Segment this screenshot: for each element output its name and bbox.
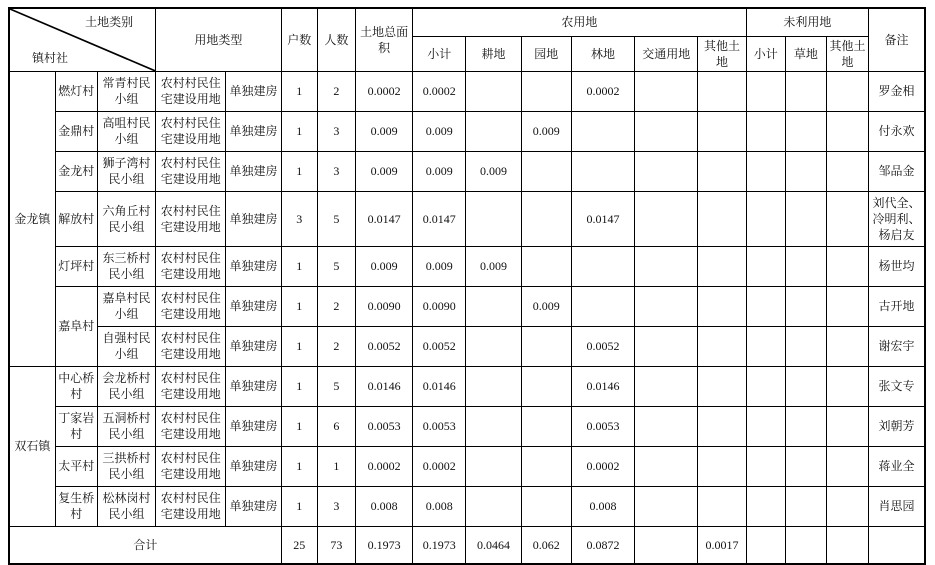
use-type-cell: 农村村民住宅建设用地 [156,191,226,246]
unused-other-total-cell [826,526,868,564]
grassland-total-cell [785,526,826,564]
group-cell: 三拱桥村民小组 [97,446,155,486]
garden-cell [521,246,571,286]
table-row [9,406,925,446]
grassland-cell [785,486,826,526]
forest-cell [571,151,634,191]
total-area-cell: 0.0147 [355,191,412,246]
header-land-category: 土地类别 [85,15,134,29]
plowland-cell [466,191,521,246]
households-cell: 1 [281,406,317,446]
unused-other-cell [826,406,868,446]
header-agri-other: 其他土地 [698,36,746,71]
use-type-cell: 农村村民住宅建设用地 [156,486,226,526]
traffic-cell [635,366,698,406]
garden-cell [521,486,571,526]
total-area-cell: 0.0090 [355,286,412,326]
agri-subtotal-cell: 0.0147 [413,191,466,246]
table-row [9,286,925,326]
households-cell: 1 [281,71,317,111]
population-cell: 2 [317,71,355,111]
garden-cell [521,406,571,446]
group-cell: 会龙桥村民小组 [97,366,155,406]
unused-other-cell [826,286,868,326]
total-area-cell: 0.009 [355,246,412,286]
remark-cell: 刘代全、冷明利、杨启友 [869,191,925,246]
forest-total-cell: 0.0872 [571,526,634,564]
total-area-total-cell: 0.1973 [355,526,412,564]
group-cell: 松林岗村民小组 [97,486,155,526]
forest-cell: 0.008 [571,486,634,526]
agri-other-cell [698,286,746,326]
grassland-cell [785,191,826,246]
agri-other-cell [698,111,746,151]
grassland-cell [785,151,826,191]
agri-other-cell [698,151,746,191]
grassland-cell [785,246,826,286]
group-cell: 常青村民小组 [97,71,155,111]
agri-subtotal-cell: 0.009 [413,151,466,191]
unused-subtotal-cell [746,326,785,366]
unused-other-cell [826,366,868,406]
remark-cell: 刘朝芳 [869,406,925,446]
group-cell: 五洞桥村民小组 [97,406,155,446]
households-cell: 3 [281,191,317,246]
agri-subtotal-cell: 0.0146 [413,366,466,406]
header-unused-subtotal: 小计 [746,36,785,71]
total-area-cell: 0.0002 [355,71,412,111]
forest-cell: 0.0147 [571,191,634,246]
population-cell: 3 [317,151,355,191]
unused-other-cell [826,246,868,286]
agri-subtotal-cell: 0.0002 [413,71,466,111]
header-total-area: 土地总面积 [355,8,412,71]
remark-cell: 杨世均 [869,246,925,286]
population-cell: 5 [317,246,355,286]
header-agri-group: 农用地 [413,8,746,36]
households-cell: 1 [281,446,317,486]
unused-subtotal-cell [746,406,785,446]
grassland-cell [785,326,826,366]
agri-subtotal-cell: 0.0090 [413,286,466,326]
plowland-cell [466,406,521,446]
build-type-cell: 单独建房 [226,151,281,191]
unused-other-cell [826,111,868,151]
agri-subtotal-cell: 0.009 [413,246,466,286]
garden-cell [521,151,571,191]
table-row [9,486,925,526]
unused-other-cell [826,151,868,191]
traffic-cell [635,191,698,246]
plowland-cell [466,366,521,406]
header-remark: 备注 [869,8,925,71]
households-cell: 1 [281,366,317,406]
use-type-cell: 农村村民住宅建设用地 [156,286,226,326]
agri-other-cell [698,71,746,111]
header-households: 户数 [281,8,317,71]
garden-cell [521,326,571,366]
households-cell: 1 [281,246,317,286]
agri-other-cell [698,191,746,246]
use-type-cell: 农村村民住宅建设用地 [156,326,226,366]
use-type-cell: 农村村民住宅建设用地 [156,71,226,111]
table-row [9,246,925,286]
forest-cell: 0.0053 [571,406,634,446]
table-row [9,366,925,406]
unused-subtotal-cell [746,151,785,191]
traffic-cell [635,71,698,111]
forest-cell: 0.0002 [571,446,634,486]
build-type-cell: 单独建房 [226,446,281,486]
agri-other-cell [698,446,746,486]
group-cell: 高咀村民小组 [97,111,155,151]
remark-cell: 张文专 [869,366,925,406]
village-cell: 丁家岩村 [55,406,97,446]
group-cell: 嘉阜村民小组 [97,286,155,326]
town-cell: 金龙镇 [9,71,55,366]
agri-subtotal-cell: 0.0052 [413,326,466,366]
build-type-cell: 单独建房 [226,286,281,326]
agri-subtotal-cell: 0.0053 [413,406,466,446]
header-agri-subtotal: 小计 [413,36,466,71]
plowland-total-cell: 0.0464 [466,526,521,564]
population-cell: 2 [317,326,355,366]
build-type-cell: 单独建房 [226,111,281,151]
build-type-cell: 单独建房 [226,191,281,246]
households-cell: 1 [281,111,317,151]
group-cell: 自强村民小组 [97,326,155,366]
garden-cell [521,191,571,246]
header-unused-other: 其他土地 [826,36,868,71]
table-row [9,326,925,366]
build-type-cell: 单独建房 [226,246,281,286]
total-row [9,526,925,564]
header-population: 人数 [317,8,355,71]
plowland-cell [466,446,521,486]
plowland-cell: 0.009 [466,151,521,191]
population-cell: 6 [317,406,355,446]
agri-subtotal-cell: 0.008 [413,486,466,526]
population-cell: 5 [317,191,355,246]
forest-cell: 0.0052 [571,326,634,366]
table-row [9,111,925,151]
agri-subtotal-total-cell: 0.1973 [413,526,466,564]
unused-subtotal-cell [746,246,785,286]
header-plowland: 耕地 [466,36,521,71]
total-area-cell: 0.0002 [355,446,412,486]
agri-other-total-cell: 0.0017 [698,526,746,564]
forest-cell [571,111,634,151]
grassland-cell [785,366,826,406]
total-area-cell: 0.0146 [355,366,412,406]
remark-cell: 肖思园 [869,486,925,526]
traffic-cell [635,406,698,446]
agri-subtotal-cell: 0.0002 [413,446,466,486]
agri-subtotal-cell: 0.009 [413,111,466,151]
traffic-cell [635,486,698,526]
traffic-cell [635,246,698,286]
unused-subtotal-cell [746,71,785,111]
remark-total-cell [869,526,925,564]
population-cell: 5 [317,366,355,406]
village-cell: 金鼎村 [55,111,97,151]
unused-other-cell [826,446,868,486]
diagonal-header-cell [9,8,156,71]
build-type-cell: 单独建房 [226,486,281,526]
remark-cell: 蒋业全 [869,446,925,486]
unused-other-cell [826,71,868,111]
build-type-cell: 单独建房 [226,366,281,406]
unused-other-cell [826,191,868,246]
landuse-table [8,7,926,565]
population-total-cell: 73 [317,526,355,564]
town-cell: 双石镇 [9,366,55,526]
use-type-cell: 农村村民住宅建设用地 [156,406,226,446]
unused-other-cell [826,486,868,526]
use-type-cell: 农村村民住宅建设用地 [156,246,226,286]
households-total-cell: 25 [281,526,317,564]
garden-cell [521,446,571,486]
unused-subtotal-cell [746,486,785,526]
village-cell: 金龙村 [55,151,97,191]
build-type-cell: 单独建房 [226,406,281,446]
traffic-cell [635,111,698,151]
header-grassland: 草地 [785,36,826,71]
header-town-village: 镇村社 [32,50,69,65]
plowland-cell [466,326,521,366]
build-type-cell: 单独建房 [226,71,281,111]
total-area-cell: 0.009 [355,111,412,151]
unused-subtotal-cell [746,191,785,246]
garden-total-cell: 0.062 [521,526,571,564]
traffic-cell [635,446,698,486]
forest-cell: 0.0146 [571,366,634,406]
grassland-cell [785,286,826,326]
unused-subtotal-cell [746,111,785,151]
garden-cell: 0.009 [521,111,571,151]
unused-subtotal-cell [746,446,785,486]
population-cell: 1 [317,446,355,486]
remark-cell: 付永欢 [869,111,925,151]
grassland-cell [785,406,826,446]
header-traffic: 交通用地 [635,36,698,71]
traffic-total-cell [635,526,698,564]
header-forest: 林地 [571,36,634,71]
use-type-cell: 农村村民住宅建设用地 [156,151,226,191]
use-type-cell: 农村村民住宅建设用地 [156,366,226,406]
total-area-cell: 0.0053 [355,406,412,446]
village-cell: 中心桥村 [55,366,97,406]
plowland-cell: 0.009 [466,246,521,286]
population-cell: 2 [317,286,355,326]
plowland-cell [466,286,521,326]
households-cell: 1 [281,286,317,326]
agri-other-cell [698,326,746,366]
village-cell: 燃灯村 [55,71,97,111]
garden-cell: 0.009 [521,286,571,326]
plowland-cell [466,71,521,111]
households-cell: 1 [281,486,317,526]
forest-cell [571,286,634,326]
plowland-cell [466,111,521,151]
total-area-cell: 0.009 [355,151,412,191]
village-cell: 太平村 [55,446,97,486]
population-cell: 3 [317,486,355,526]
agri-other-cell [698,246,746,286]
population-cell: 3 [317,111,355,151]
total-area-cell: 0.008 [355,486,412,526]
table-row [9,191,925,246]
traffic-cell [635,286,698,326]
village-cell: 解放村 [55,191,97,246]
unused-subtotal-cell [746,366,785,406]
plowland-cell [466,486,521,526]
group-cell: 东三桥村民小组 [97,246,155,286]
grassland-cell [785,446,826,486]
use-type-cell: 农村村民住宅建设用地 [156,111,226,151]
unused-subtotal-cell [746,286,785,326]
header-garden: 园地 [521,36,571,71]
group-cell: 六角丘村民小组 [97,191,155,246]
forest-cell [571,246,634,286]
village-cell: 灯坪村 [55,246,97,286]
use-type-cell: 农村村民住宅建设用地 [156,446,226,486]
header-use-type: 用地类型 [156,8,282,71]
village-cell: 复生桥村 [55,486,97,526]
build-type-cell: 单独建房 [226,326,281,366]
agri-other-cell [698,366,746,406]
table-row [9,446,925,486]
unused-subtotal-total-cell [746,526,785,564]
agri-other-cell [698,486,746,526]
garden-cell [521,71,571,111]
total-area-cell: 0.0052 [355,326,412,366]
grassland-cell [785,71,826,111]
forest-cell: 0.0002 [571,71,634,111]
households-cell: 1 [281,326,317,366]
traffic-cell [635,326,698,366]
table-row [9,71,925,111]
group-cell: 狮子湾村民小组 [97,151,155,191]
total-label-cell: 合计 [9,526,281,564]
remark-cell: 罗金相 [869,71,925,111]
village-cell: 嘉阜村 [55,286,97,366]
garden-cell [521,366,571,406]
remark-cell: 古开地 [869,286,925,326]
grassland-cell [785,111,826,151]
unused-other-cell [826,326,868,366]
remark-cell: 谢宏宇 [869,326,925,366]
households-cell: 1 [281,151,317,191]
traffic-cell [635,151,698,191]
remark-cell: 邹品金 [869,151,925,191]
header-unused-group: 未利用地 [746,8,869,36]
table-row [9,151,925,191]
agri-other-cell [698,406,746,446]
